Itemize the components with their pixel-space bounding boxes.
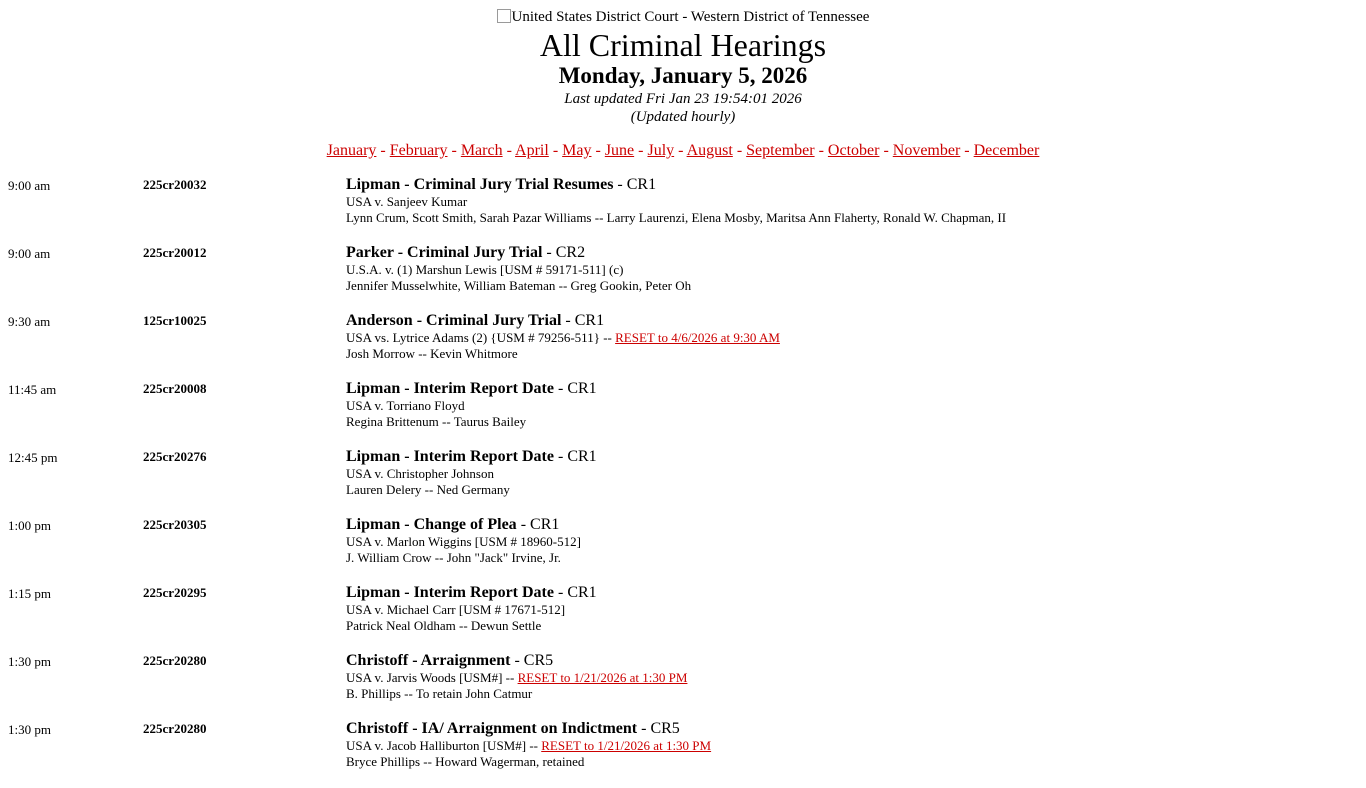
hearing-detail bbox=[346, 720, 711, 770]
event-type: IA/ Arraignment on Indictment bbox=[421, 720, 638, 737]
month-separator: - bbox=[548, 142, 563, 159]
hearing-time: 12:45 pm bbox=[8, 450, 58, 465]
judge-name: Lipman bbox=[346, 516, 401, 533]
hearing-headline bbox=[346, 380, 597, 398]
case-number: 225cr20280 bbox=[143, 653, 207, 668]
attorneys: J. William Crow -- John "Jack" Irvine, Jr. bbox=[346, 550, 561, 565]
case-parties bbox=[346, 466, 597, 482]
hearing-time: 9:30 am bbox=[8, 314, 51, 329]
month-separator: - bbox=[634, 142, 648, 159]
courtroom: CR5 bbox=[650, 720, 680, 737]
month-separator: - bbox=[960, 142, 974, 159]
hearing-row bbox=[0, 312, 1366, 380]
case-parties bbox=[346, 738, 711, 754]
hearing-row bbox=[0, 244, 1366, 312]
case-parties bbox=[346, 330, 780, 346]
hearing-detail bbox=[346, 176, 1006, 226]
attorneys: B. Phillips -- To retain John Catmur bbox=[346, 686, 533, 701]
case-number: 225cr20276 bbox=[143, 449, 207, 464]
hearing-headline bbox=[346, 244, 691, 262]
separator: - bbox=[613, 176, 627, 193]
separator: - bbox=[408, 720, 422, 737]
month-link-january[interactable]: January bbox=[326, 142, 377, 159]
month-link-june[interactable]: June bbox=[604, 142, 635, 159]
parties-text: USA v. Michael Carr [USM # 17671-512] bbox=[346, 602, 566, 617]
courtroom: CR1 bbox=[574, 312, 605, 329]
separator: - bbox=[400, 380, 414, 397]
parties-text: USA vs. Lytrice Adams (2) {USM # 79256-511} -- bbox=[346, 330, 612, 345]
hearing-headline bbox=[346, 720, 711, 738]
courtroom: CR1 bbox=[567, 380, 597, 397]
judge-name: Lipman bbox=[346, 176, 401, 193]
page-title: All Criminal Hearings bbox=[539, 27, 827, 63]
hearing-headline bbox=[346, 312, 780, 330]
month-separator: - bbox=[674, 142, 687, 159]
separator: - bbox=[510, 652, 524, 669]
parties-text: U.S.A. v. (1) Marshun Lewis [USM # 59171-511] (c) bbox=[346, 262, 624, 277]
hearings-list bbox=[0, 176, 1366, 788]
update-frequency: (Updated hourly) bbox=[630, 109, 736, 125]
case-parties bbox=[346, 534, 581, 550]
attorneys: Lynn Crum, Scott Smith, Sarah Pazar Williams -- Larry Laurenzi, Elena Mosby, Maritsa Ann Flaherty, Ronald W. Chapman, II bbox=[346, 210, 1007, 225]
separator: - bbox=[400, 584, 414, 601]
month-link-october[interactable]: October bbox=[827, 142, 880, 159]
month-link-july[interactable]: July bbox=[647, 142, 675, 159]
month-link-may[interactable]: May bbox=[562, 142, 592, 159]
case-number: 125cr10025 bbox=[143, 313, 207, 328]
case-parties bbox=[346, 670, 687, 686]
attorneys: Lauren Delery -- Ned Germany bbox=[346, 482, 510, 497]
courtroom: CR5 bbox=[523, 652, 554, 669]
parties-text: USA v. Marlon Wiggins [USM # 18960-512] bbox=[346, 534, 581, 549]
hearing-time: 9:00 am bbox=[8, 246, 51, 261]
hearing-detail bbox=[346, 244, 691, 294]
court-logo bbox=[0, 8, 1366, 26]
last-updated: Last updated Fri Jan 23 19:54:01 2026 bbox=[564, 91, 802, 107]
month-separator: - bbox=[376, 142, 390, 159]
hearing-time: 1:15 pm bbox=[8, 586, 51, 601]
separator: - bbox=[400, 176, 414, 193]
hearing-row bbox=[0, 584, 1366, 652]
separator: - bbox=[408, 652, 421, 669]
hearing-date: Monday, January 5, 2026 bbox=[558, 63, 808, 88]
month-separator: - bbox=[814, 142, 828, 159]
broken-image-icon bbox=[497, 9, 511, 23]
courtroom: CR1 bbox=[567, 448, 597, 465]
judge-name: Anderson bbox=[346, 312, 413, 329]
hearing-row bbox=[0, 516, 1366, 584]
hearing-headline bbox=[346, 176, 1006, 194]
judge-name: Lipman bbox=[346, 584, 401, 601]
case-number: 225cr20295 bbox=[143, 585, 207, 600]
courtroom: CR1 bbox=[567, 584, 597, 601]
case-number: 225cr20008 bbox=[143, 381, 207, 396]
month-separator: - bbox=[591, 142, 605, 159]
month-link-november[interactable]: November bbox=[892, 142, 961, 159]
month-separator: - bbox=[879, 142, 893, 159]
event-type: Interim Report Date bbox=[413, 584, 554, 601]
separator: - bbox=[400, 448, 414, 465]
month-separator: - bbox=[447, 142, 461, 159]
reset-link[interactable]: RESET to 4/6/2026 at 9:30 AM bbox=[615, 330, 780, 345]
case-number: 225cr20032 bbox=[143, 177, 207, 192]
month-link-march[interactable]: March bbox=[460, 142, 503, 159]
event-type: Criminal Jury Trial bbox=[426, 312, 562, 329]
month-link-april[interactable]: April bbox=[515, 142, 549, 159]
separator: - bbox=[553, 380, 568, 397]
hearing-detail bbox=[346, 380, 597, 430]
case-number: 225cr20305 bbox=[143, 517, 207, 532]
case-parties bbox=[346, 262, 691, 278]
judge-name: Lipman bbox=[346, 448, 401, 465]
event-type: Interim Report Date bbox=[413, 380, 554, 397]
month-separator: - bbox=[502, 142, 516, 159]
hearing-row bbox=[0, 720, 1366, 788]
hearing-time: 1:00 pm bbox=[8, 518, 51, 533]
reset-link[interactable]: RESET to 1/21/2026 at 1:30 PM bbox=[517, 670, 688, 685]
attorneys: Bryce Phillips -- Howard Wagerman, retained bbox=[346, 754, 585, 769]
judge-name: Christoff bbox=[346, 652, 409, 669]
separator: - bbox=[553, 448, 568, 465]
reset-link[interactable]: RESET to 1/21/2026 at 1:30 PM bbox=[541, 738, 712, 753]
event-type: Criminal Jury Trial bbox=[407, 244, 543, 261]
hearing-time: 11:45 am bbox=[8, 382, 57, 397]
case-parties bbox=[346, 602, 597, 618]
attorneys: Josh Morrow -- Kevin Whitmore bbox=[346, 346, 518, 361]
hearing-headline bbox=[346, 652, 687, 670]
case-number: 225cr20280 bbox=[143, 721, 207, 736]
parties-text: USA v. Christopher Johnson bbox=[346, 466, 494, 481]
parties-text: USA v. Torriano Floyd bbox=[346, 398, 465, 413]
case-parties bbox=[346, 194, 1006, 210]
month-nav bbox=[0, 141, 1366, 161]
month-link-september[interactable]: September bbox=[746, 142, 815, 159]
hearing-time: 1:30 pm bbox=[8, 654, 51, 669]
parties-text: USA v. Jacob Halliburton [USM#] -- bbox=[346, 738, 538, 753]
hearing-time: 1:30 pm bbox=[8, 722, 51, 737]
case-number: 225cr20012 bbox=[143, 245, 207, 260]
month-link-february[interactable]: February bbox=[389, 142, 448, 159]
hearing-row bbox=[0, 380, 1366, 448]
court-logo-alt-text: United States District Court - Western District of Tennessee bbox=[511, 9, 870, 25]
case-parties bbox=[346, 398, 597, 414]
parties-text: USA v. Jarvis Woods [USM#] -- bbox=[346, 670, 515, 685]
judge-name: Parker bbox=[346, 244, 394, 261]
month-link-december[interactable]: December bbox=[973, 142, 1040, 159]
hearing-detail bbox=[346, 652, 687, 702]
separator: - bbox=[516, 516, 531, 533]
hearing-detail bbox=[346, 584, 597, 634]
hearing-headline bbox=[346, 584, 597, 602]
courtroom: CR2 bbox=[555, 244, 586, 261]
hearing-detail bbox=[346, 448, 597, 498]
event-type: Change of Plea bbox=[413, 516, 517, 533]
attorneys: Patrick Neal Oldham -- Dewun Settle bbox=[346, 618, 542, 633]
hearing-headline bbox=[346, 448, 597, 466]
courtroom: CR1 bbox=[530, 516, 560, 533]
parties-text: USA v. Sanjeev Kumar bbox=[346, 194, 468, 209]
event-type: Criminal Jury Trial Resumes bbox=[413, 176, 614, 193]
attorneys: Regina Brittenum -- Taurus Bailey bbox=[346, 414, 527, 429]
judge-name: Lipman bbox=[346, 380, 401, 397]
hearing-row bbox=[0, 448, 1366, 516]
hearing-detail bbox=[346, 516, 581, 566]
hearing-time: 9:00 am bbox=[8, 178, 51, 193]
judge-name: Christoff bbox=[346, 720, 409, 737]
separator: - bbox=[553, 584, 568, 601]
month-link-august[interactable]: August bbox=[686, 142, 733, 159]
separator: - bbox=[542, 244, 556, 261]
separator: - bbox=[637, 720, 651, 737]
separator: - bbox=[400, 516, 414, 533]
hearing-row bbox=[0, 652, 1366, 720]
month-separator: - bbox=[732, 142, 747, 159]
separator: - bbox=[412, 312, 427, 329]
attorneys: Jennifer Musselwhite, William Bateman -- Greg Gookin, Peter Oh bbox=[346, 278, 692, 293]
hearing-detail bbox=[346, 312, 780, 362]
event-type: Interim Report Date bbox=[413, 448, 554, 465]
separator: - bbox=[393, 244, 408, 261]
courtroom: CR1 bbox=[626, 176, 657, 193]
hearing-headline bbox=[346, 516, 581, 534]
event-type: Arraignment bbox=[420, 652, 511, 669]
hearing-row bbox=[0, 176, 1366, 244]
separator: - bbox=[561, 312, 575, 329]
